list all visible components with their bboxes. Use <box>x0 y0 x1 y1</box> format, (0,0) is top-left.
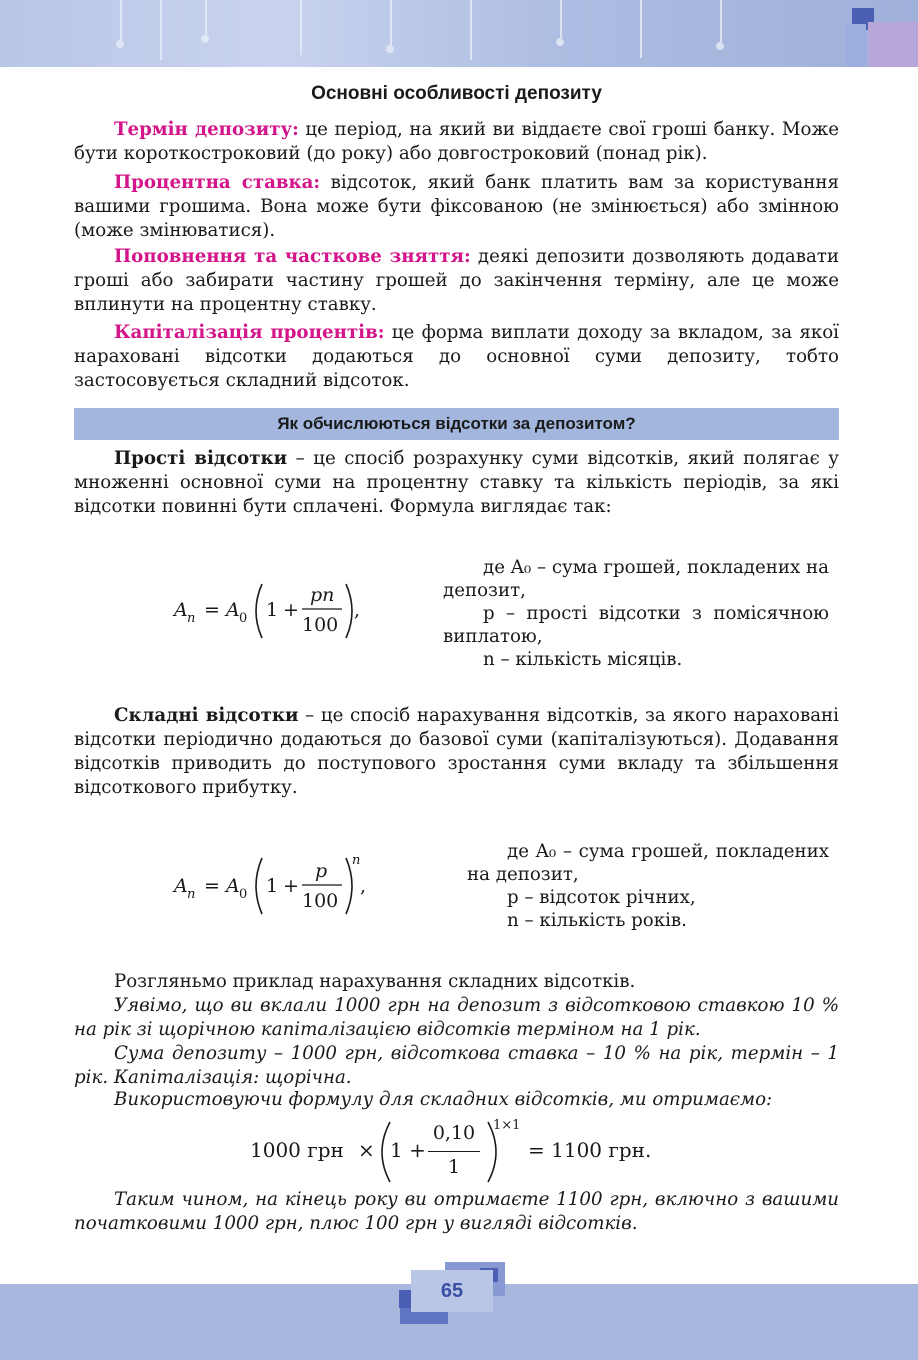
feature-paragraph <box>74 118 839 166</box>
example-line: Уявімо, що ви вклали 1000 грн на депозит з відсотковою ставкою 10 % на рік зі щорічною капіталізацією відсотків терміном на 1 рік. <box>74 995 839 1040</box>
simple-interest-formula <box>170 578 380 644</box>
svg-text:=: = <box>204 875 220 897</box>
decor-line <box>160 0 162 60</box>
svg-text:p: p <box>315 860 328 882</box>
decor-line <box>640 0 642 58</box>
decor-line <box>470 0 472 60</box>
svg-text:+: + <box>283 875 299 897</box>
legend-line: n – кількість років. <box>507 910 687 931</box>
svg-text:1: 1 <box>266 599 279 621</box>
simple-interest-term: Прості відсотки <box>114 448 288 469</box>
calc-denominator: 1 <box>447 1156 461 1178</box>
simple-interest-paragraph <box>74 447 839 519</box>
example-calculation <box>250 1116 670 1188</box>
svg-text:A: A <box>226 875 240 897</box>
legend-line: де A₀ – сума грошей, покладених на депозит, <box>443 557 830 601</box>
legend-line: p – відсоток річних, <box>507 887 696 908</box>
decor-line <box>300 0 302 55</box>
svg-text:1: 1 <box>266 875 279 897</box>
example-conclusion: Таким чином, на кінець року ви отримаєте 1100 грн, включно з вашими початковими 1000 грн, плюс 100 грн у вигляді відсотків. <box>74 1189 839 1234</box>
simple-formula-legend <box>443 556 829 671</box>
decor-line <box>560 0 562 38</box>
fraction-bar <box>428 1151 480 1152</box>
decor-line <box>120 0 122 40</box>
decor-line <box>720 0 722 42</box>
decor-line <box>390 0 392 45</box>
example-intro: Розгляньмо приклад нарахування складних відсотків. <box>114 971 636 992</box>
svg-text:0: 0 <box>239 887 248 902</box>
legend-line: де A₀ – сума грошей, покладених на депозит, <box>467 841 829 885</box>
svg-text:n: n <box>187 887 196 902</box>
compound-interest-term: Складні відсотки <box>114 705 299 726</box>
svg-text:100: 100 <box>302 614 339 636</box>
svg-text:pn: pn <box>310 584 335 606</box>
compound-interest-formula <box>170 850 380 920</box>
svg-text:A: A <box>174 875 188 897</box>
svg-text:=: = <box>204 599 220 621</box>
header-decoration <box>0 0 918 67</box>
calc-right: = 1100 грн. <box>528 1138 652 1162</box>
compound-formula-legend <box>467 840 829 932</box>
svg-text:n: n <box>352 853 361 868</box>
decor-dot <box>386 45 394 53</box>
svg-text:0: 0 <box>239 611 248 626</box>
decor-dot <box>201 35 209 43</box>
svg-text:100: 100 <box>302 890 339 912</box>
calc-one: 1 + <box>390 1138 426 1162</box>
decor-dot <box>716 42 724 50</box>
feature-term: Термін депозиту: <box>114 119 299 140</box>
feature-text: це період, на який ви віддаєте свої гроші банку. Може бути короткостроковий (до року) або довгостроковий (понад рік). <box>74 119 839 164</box>
compound-interest-paragraph <box>74 704 839 800</box>
decor-square <box>868 22 918 67</box>
svg-text:,: , <box>354 599 361 621</box>
calc-numerator: 0,10 <box>432 1122 476 1144</box>
compound-interest-text: – це спосіб нарахування відсотків, за якого нараховані відсотки періодично додаються до базової суми (капіталізуються). Додавання відсотків приводить до поступового зростання суми вкладу та збільшення відсоткового прибутку. <box>74 705 839 798</box>
svg-text:n: n <box>187 611 196 626</box>
example-line: Сума депозиту – 1000 грн, відсоткова ставка – 10 % на рік, термін – 1 рік. Капіталізація: щорічна. <box>74 1043 839 1088</box>
page-number: 65 <box>411 1270 493 1312</box>
feature-term: Капіталізація процентів: <box>114 322 385 343</box>
calc-exponent: 1×1 <box>493 1118 521 1133</box>
feature-paragraph <box>74 171 839 243</box>
simple-interest-text: – це спосіб розрахунку суми відсотків, який полягає у множенні основної суми на процентну ставку та кількість періодів, за які відсотки повинні бути сплачені. Формула виглядає так: <box>74 448 840 517</box>
feature-paragraph <box>74 245 839 317</box>
feature-paragraph <box>74 321 839 393</box>
decor-dot <box>556 38 564 46</box>
calc-left: 1000 грн <box>250 1138 344 1162</box>
feature-text: відсоток, який банк платить вам за користування вашими грошима. Вона може бути фіксованою (не змінюється) або змінною (може змінюватися). <box>74 172 839 241</box>
svg-text:+: + <box>283 599 299 621</box>
feature-term: Процентна ставка: <box>114 172 321 193</box>
decor-line <box>205 0 207 35</box>
feature-text: деякі депозити дозволяють додавати гроші або забирати частину грошей до закінчення терміну, але це може вплинути на процентну ставку. <box>74 246 839 315</box>
decor-dot <box>116 40 124 48</box>
times-sign: × <box>358 1138 375 1162</box>
example-line: Використовуючи формулу для складних відсотків, ми отримаємо: <box>114 1089 773 1110</box>
legend-line: p – прості відсотки з помісячною виплатою, <box>443 603 829 647</box>
section-heading: Як обчислюються відсотки за депозитом? <box>74 408 839 440</box>
decor-square <box>846 24 866 67</box>
svg-text:A: A <box>174 599 188 621</box>
feature-term: Поповнення та часткове зняття: <box>114 246 471 267</box>
legend-line: n – кількість місяців. <box>483 649 683 670</box>
page-title: Основні особливості депозиту <box>311 83 602 104</box>
svg-text:A: A <box>226 599 240 621</box>
feature-text: це форма виплати доходу за вкладом, за якої нараховані відсотки додаються до основної суми депозиту, тобто застосовується складний відсоток. <box>74 322 839 391</box>
svg-text:,: , <box>360 875 367 897</box>
